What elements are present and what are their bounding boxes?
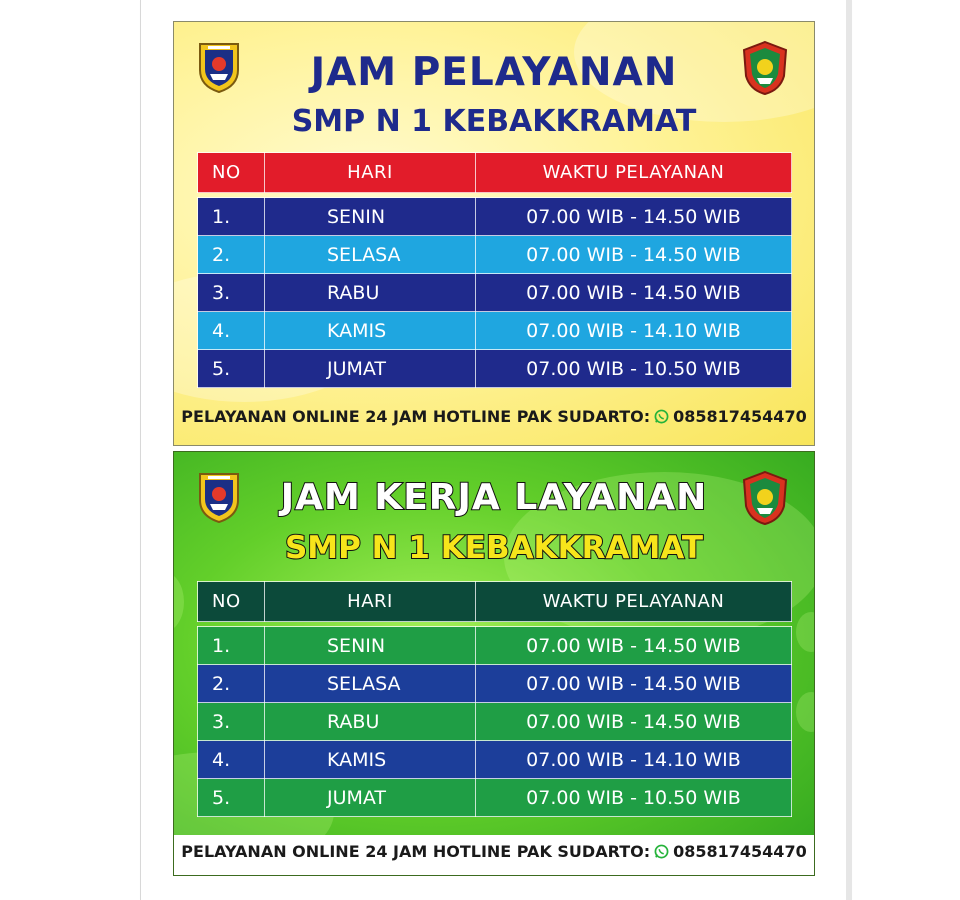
row-hari: SENIN [265,627,476,665]
row-waktu: 07.00 WIB - 14.50 WIB [476,236,792,274]
row-waktu: 07.00 WIB - 14.10 WIB [476,741,792,779]
table-header-row [198,582,792,622]
row-waktu: 07.00 WIB - 14.50 WIB [476,665,792,703]
banner-subtitle: SMP N 1 KEBAKKRAMAT [284,530,704,566]
row-no: 5. [198,779,265,817]
row-waktu: 07.00 WIB - 14.50 WIB [476,627,792,665]
banner-jam-kerja-layanan [173,451,815,876]
hotline-number[interactable]: 085817454470 [673,407,807,426]
table-row [198,779,792,817]
hotline-text: PELAYANAN ONLINE 24 JAM HOTLINE PAK SUDARTO: [181,407,651,426]
background-dot [173,572,184,632]
whatsapp-icon [654,409,669,424]
row-no: 4. [198,741,265,779]
row-hari: JUMAT [265,350,476,388]
schedule-table [197,152,792,388]
header-waktu: WAKTU PELAYANAN [476,582,792,622]
row-waktu: 07.00 WIB - 10.50 WIB [476,350,792,388]
row-hari: SENIN [265,198,476,236]
banner-jam-pelayanan [173,21,815,446]
row-hari: SELASA [265,236,476,274]
table-row [198,665,792,703]
row-hari: JUMAT [265,779,476,817]
row-waktu: 07.00 WIB - 14.50 WIB [476,703,792,741]
table-row [198,627,792,665]
banner-subtitle: SMP N 1 KEBAKKRAMAT [291,104,697,139]
hotline-text: PELAYANAN ONLINE 24 JAM HOTLINE PAK SUDARTO: [181,842,651,861]
row-hari: KAMIS [265,741,476,779]
row-no: 1. [198,198,265,236]
row-waktu: 07.00 WIB - 14.10 WIB [476,312,792,350]
whatsapp-icon [654,844,669,859]
hotline-number[interactable]: 085817454470 [673,842,807,861]
table-row [198,350,792,388]
row-no: 5. [198,350,265,388]
row-no: 1. [198,627,265,665]
header-hari: HARI [265,582,476,622]
schedule-table [197,581,792,817]
row-hari: SELASA [265,665,476,703]
row-waktu: 07.00 WIB - 14.50 WIB [476,198,792,236]
header-waktu: WAKTU PELAYANAN [476,153,792,193]
header-no: NO [198,153,265,193]
row-no: 2. [198,665,265,703]
background-dot [796,612,815,652]
row-hari: KAMIS [265,312,476,350]
row-no: 4. [198,312,265,350]
hotline-line [174,842,814,861]
row-waktu: 07.00 WIB - 14.50 WIB [476,274,792,312]
row-hari: RABU [265,703,476,741]
table-row [198,312,792,350]
row-no: 2. [198,236,265,274]
table-row [198,236,792,274]
banner-title: JAM PELAYANAN [310,50,678,95]
background-dot [796,692,815,732]
header-hari: HARI [265,153,476,193]
table-row [198,741,792,779]
table-row [198,198,792,236]
table-header-row [198,153,792,193]
table-row [198,274,792,312]
row-no: 3. [198,274,265,312]
hotline-line [174,407,814,426]
row-no: 3. [198,703,265,741]
table-row [198,703,792,741]
banner-title: JAM KERJA LAYANAN [280,477,708,518]
row-hari: RABU [265,274,476,312]
page-scroll-edge [846,0,852,900]
row-waktu: 07.00 WIB - 10.50 WIB [476,779,792,817]
header-no: NO [198,582,265,622]
